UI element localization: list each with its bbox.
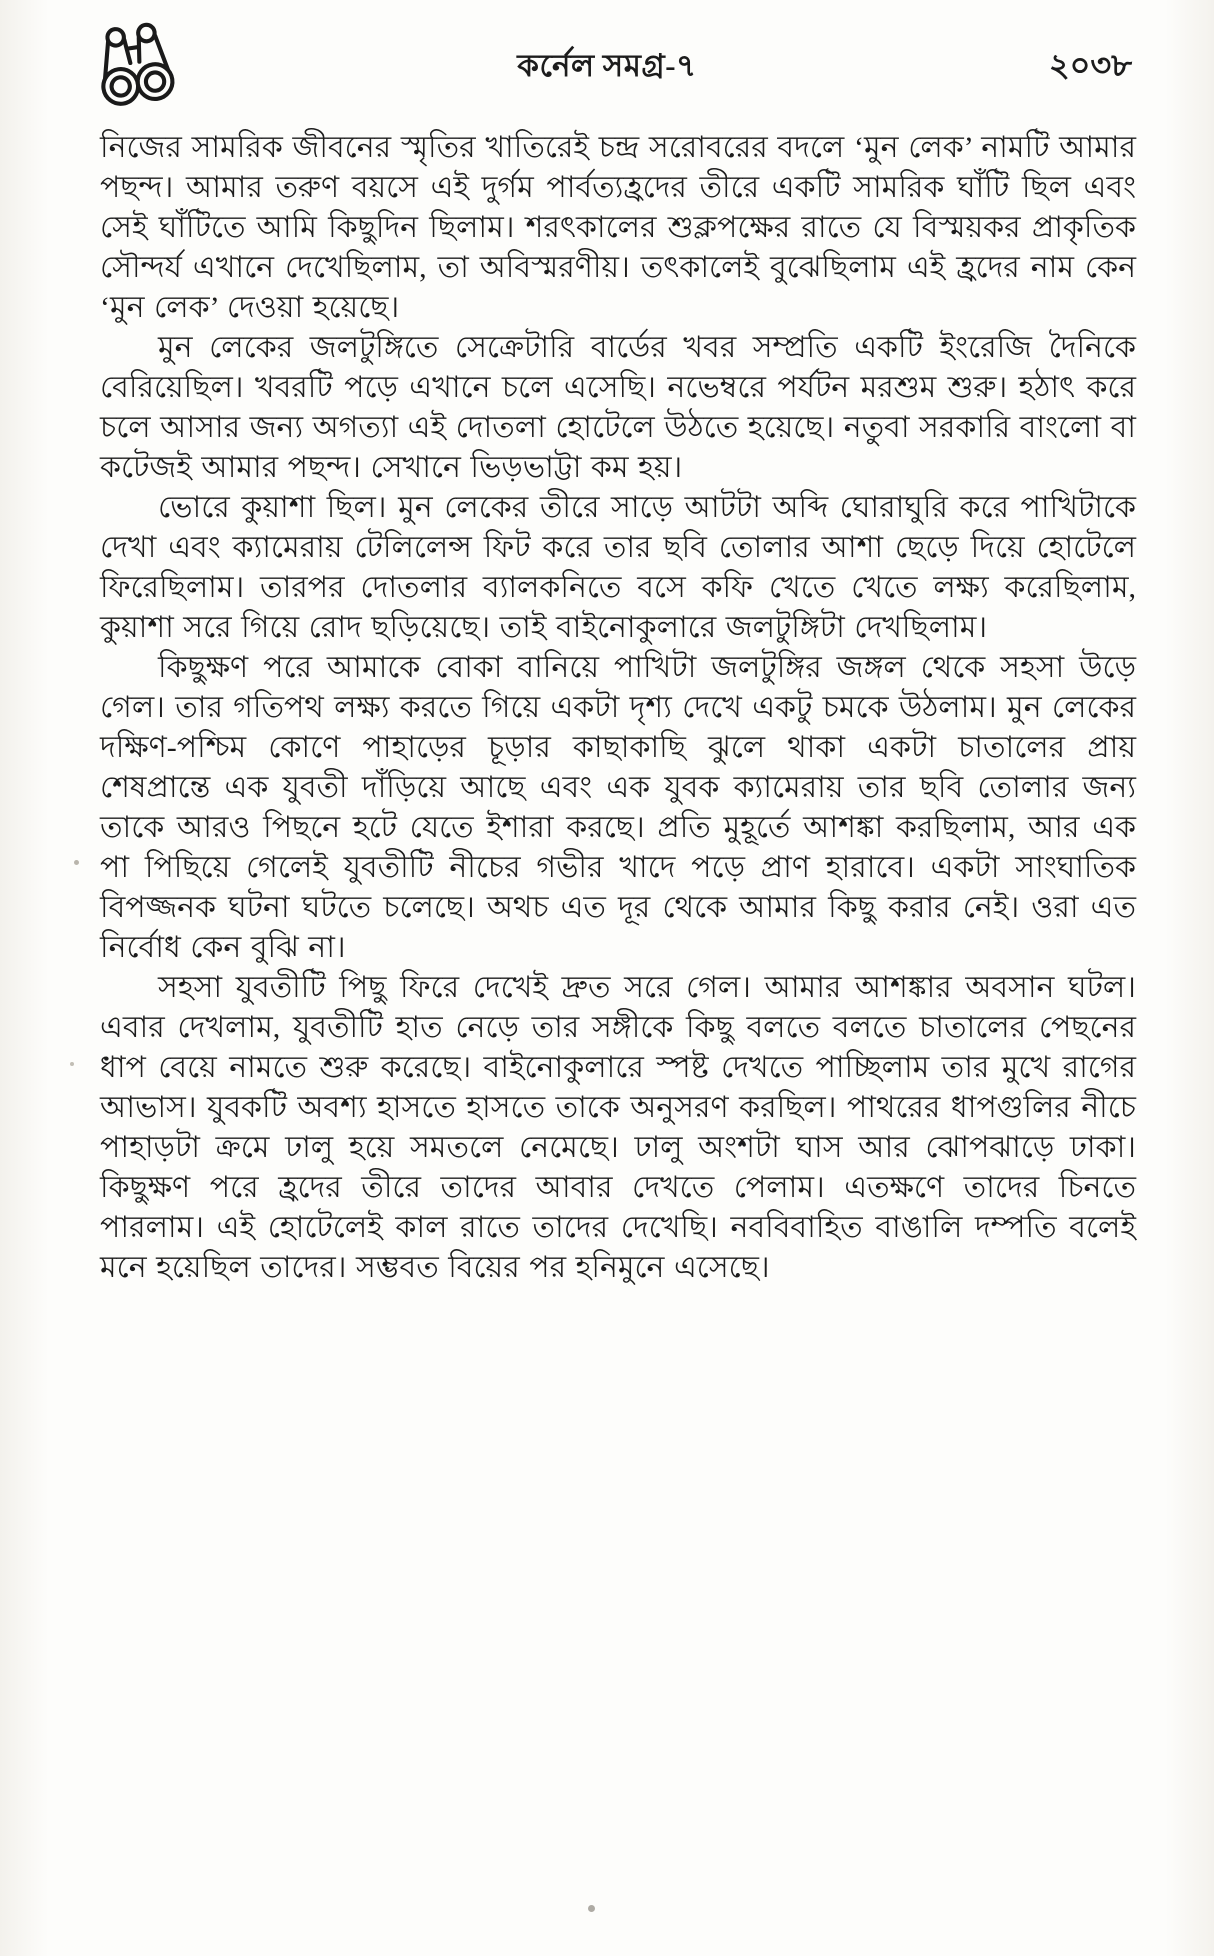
scan-artifact-dot (588, 1905, 595, 1912)
page-number: ২০৩৮ (1048, 47, 1132, 83)
paragraph-3: ভোরে কুয়াশা ছিল। মুন লেকের তীরে সাড়ে আটটা অব্দি ঘোরাঘুরি করে পাখিটাকে দেখা এবং ক্যামেরায় টেলিলেন্স ফিট করে তার ছবি তোলার আশা ছেড়ে দিয়ে হোটেলে ফিরেছিলাম। তারপর দোতলার ব্যালকনিতে বসে কফি খেতে খেতে লক্ষ্য করেছিলাম, কুয়াশা সরে গিয়ে রোদ ছড়িয়েছে। তাই বাইনোকুলারে জলটুঙ্গিটা দেখছিলাম। (100, 491, 1136, 644)
scan-artifact-speck (70, 1062, 74, 1066)
paragraph-1: নিজের সামরিক জীবনের স্মৃতির খাতিরেই চন্দ্র সরোবরের বদলে ‘মুন লেক’ নামটি আমার পছন্দ। আমার তরুণ বয়সে এই দুর্গম পার্বত্যহ্রদের তীরে একটি সামরিক ঘাঁটি ছিল এবং সেই ঘাঁটিতে আমি কিছুদিন ছিলাম। শরৎকালের শুক্লপক্ষের রাতে যে বিস্ময়কর প্রাকৃতিক সৌন্দর্য এখানে দেখেছিলাম, তা অবিস্মরণীয়। তৎকালেই বুঝেছিলাম এই হ্রদের নাম কেন ‘মুন লেক’ দেওয়া হয়েছে। (100, 131, 1136, 324)
paragraph-2: মুন লেকের জলটুঙ্গিতে সেক্রেটারি বার্ডের খবর সম্প্রতি একটি ইংরেজি দৈনিকে বেরিয়েছিল। খবরটি পড়ে এখানে চলে এসেছি। নভেম্বরে পর্যটন মরশুম শুরু। হঠাৎ করে চলে আসার জন্য অগত্যা এই দোতলা হোটেলে উঠতে হয়েছে। নতুবা সরকারি বাংলো বা কটেজই আমার পছন্দ। সেখানে ভিড়ভাট্টা কম হয়। (100, 331, 1136, 484)
paragraph-4: কিছুক্ষণ পরে আমাকে বোকা বানিয়ে পাখিটা জলটুঙ্গির জঙ্গল থেকে সহসা উড়ে গেল। তার গতিপথ লক্ষ্য করতে গিয়ে একটা দৃশ্য দেখে একটু চমকে উঠলাম। মুন লেকের দক্ষিণ-পশ্চিম কোণে পাহাড়ের চূড়ার কাছাকাছি ঝুলে থাকা একটা চাতালের প্রায় শেষপ্রান্তে এক যুবতী দাঁড়িয়ে আছে এবং এক যুবক ক্যামেরায় তার ছবি তোলার জন্য তাকে আরও পিছনে হটে যেতে ইশারা করছে। প্রতি মুহূর্তে আশঙ্কা করছিলাম, আর এক পা পিছিয়ে গেলেই যুবতীটি নীচের গভীর খাদে পড়ে প্রাণ হারাবে। একটা সাংঘাতিক বিপজ্জনক ঘটনা ঘটতে চলেছে। অথচ এত দূর থেকে আমার কিছু করার নেই। ওরা এত নির্বোধ কেন বুঝি না। (100, 651, 1136, 964)
paragraph-5: সহসা যুবতীটি পিছু ফিরে দেখেই দ্রুত সরে গেল। আমার আশঙ্কার অবসান ঘটল। এবার দেখলাম, যুবতীটি হাত নেড়ে তার সঙ্গীকে কিছু বলতে বলতে চাতালের পেছনের ধাপ বেয়ে নামতে শুরু করেছে। বাইনোকুলারে স্পষ্ট দেখতে পাচ্ছিলাম তার মুখে রাগের আভাস। যুবকটি অবশ্য হাসতে হাসতে তাকে অনুসরণ করছিল। পাথরের ধাপগুলির নীচে পাহাড়টা ক্রমে ঢালু হয়ে সমতলে নেমেছে। ঢালু অংশটা ঘাস আর ঝোপঝাড়ে ঢাকা। কিছুক্ষণ পরে হ্রদের তীরে তাদের আবার দেখতে পেলাম। এতক্ষণে তাদের চিনতে পারলাম। এই হোটেলেই কাল রাতে তাদের দেখেছি। নববিবাহিত বাঙালি দম্পতি বলেই মনে হয়েছিল তাদের। সম্ভবত বিয়ের পর হনিমুনে এসেছে। (100, 971, 1136, 1284)
scan-artifact-speck (74, 860, 79, 865)
page-header (0, 0, 1214, 110)
page-text (100, 128, 1136, 1288)
running-header-title: কর্নেল সমগ্র-৭ (517, 48, 697, 83)
